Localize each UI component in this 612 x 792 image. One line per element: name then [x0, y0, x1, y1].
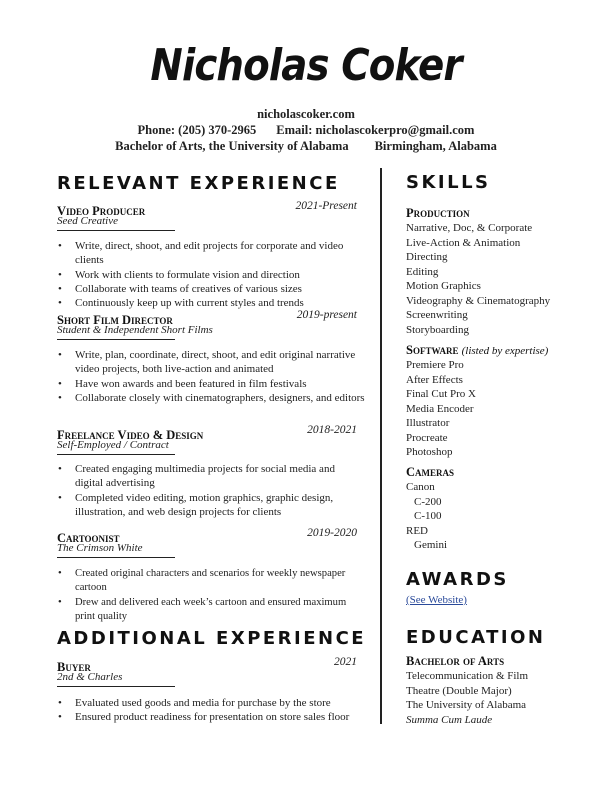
skill-item: C-200 [414, 495, 442, 508]
bullet: • Write, direct, shoot, and edit projects for corporate and video clients [58, 239, 358, 268]
job-date: 2018-2021 [307, 424, 357, 436]
skill-item: RED [406, 524, 428, 537]
bullet: • Collaborate closely with cinematographers, designers, and editors [58, 391, 368, 405]
job-entry [57, 527, 357, 558]
job-date: 2019-2020 [307, 527, 357, 539]
awards-website-link[interactable]: (See Website) [406, 594, 467, 606]
education-line: Theatre (Double Major) [406, 684, 512, 697]
cameras-list [406, 480, 447, 553]
skill-item: Storyboarding [406, 323, 469, 336]
job-bullets [58, 239, 358, 310]
skill-item: Procreate [406, 431, 448, 444]
software-heading-label: Software [406, 343, 459, 357]
job-date: 2021 [334, 656, 357, 668]
phone: Phone: (205) 370-2965 [137, 123, 257, 137]
skill-item: Videography & Cinematography [406, 294, 551, 307]
job-rule [57, 454, 175, 455]
job-title: Cartoonist [57, 531, 120, 545]
job-company: The Crimson White [57, 542, 143, 554]
bullet: • Continuously keep up with current styles and trends [58, 296, 358, 310]
awards-heading: AWARDS [406, 569, 509, 590]
bullet: • Collaborate with teams of creatives of various sizes [58, 282, 358, 296]
job-date: 2019-present [296, 309, 357, 321]
bullet: • Ensured product readiness for presentation on store sales floor [58, 710, 368, 724]
cameras-heading: Cameras [406, 465, 455, 479]
job-title: Freelance Video & Design [57, 428, 204, 442]
bullet: • Write, plan, coordinate, direct, shoot, and edit original narrative video projects, both live-action and animated [58, 348, 368, 377]
skill-item: C-100 [414, 510, 442, 522]
job-bullets [58, 348, 368, 405]
education-line: The University of Alabama [406, 699, 527, 711]
job-rule [57, 230, 175, 231]
skill-item: Gemini [414, 539, 447, 551]
skill-item: Illustrator [406, 417, 450, 429]
job-rule [57, 686, 175, 687]
job-entry [57, 309, 357, 340]
bullet: • Created original characters and scenarios for weekly newspaper cartoon [58, 567, 366, 596]
job-entry [57, 424, 357, 455]
skill-item: Editing [406, 265, 439, 278]
software-heading [406, 343, 548, 358]
job-title: Buyer [57, 660, 91, 674]
skill-item: Live-Action & Animation [406, 236, 521, 249]
email: Email: nicholascokerpro@gmail.com [276, 123, 475, 137]
skill-item: Media Encoder [406, 402, 474, 415]
education-honor: Summa Cum Laude [406, 713, 493, 726]
software-list [406, 358, 476, 460]
bullet: • Work with clients to formulate vision and direction [58, 268, 358, 282]
job-company: Seed Creative [57, 215, 118, 227]
skill-item: Final Cut Pro X [406, 388, 476, 400]
skill-item: After Effects [406, 373, 463, 386]
software-note: (listed by expertise) [461, 345, 549, 357]
bullet: • Created engaging multimedia projects for social media and digital advertising [58, 462, 358, 491]
production-heading: Production [406, 206, 470, 220]
skill-item: Canon [406, 481, 435, 493]
education-line: Telecommunication & Film [406, 670, 529, 682]
job-rule [57, 339, 175, 340]
contact-line [0, 123, 612, 138]
degree-line [0, 139, 612, 154]
website: nicholascoker.com [257, 107, 355, 121]
bullet: • Completed video editing, motion graphics, graphic design, illustration, and web design projects for clients [58, 491, 358, 520]
job-entry [57, 200, 357, 231]
skill-item: Directing [406, 251, 448, 263]
relevant-experience-heading: RELEVANT EXPERIENCE [57, 173, 340, 194]
job-bullets [58, 462, 358, 519]
job-bullets [58, 696, 368, 725]
skill-item: Photoshop [406, 446, 453, 458]
additional-experience-heading: ADDITIONAL EXPERIENCE [57, 628, 367, 649]
job-rule [57, 557, 175, 558]
production-list [406, 221, 550, 337]
location: Birmingham, Alabama [374, 139, 497, 153]
column-divider [380, 168, 382, 724]
skill-item: Narrative, Doc, & Corporate [406, 222, 533, 234]
candidate-name: Nicholas Coker [150, 40, 462, 91]
job-bullets [58, 567, 366, 624]
job-date: 2021-Present [295, 200, 357, 212]
job-entry [57, 656, 357, 687]
job-company: Self-Employed / Contract [57, 439, 169, 451]
job-company: Student & Independent Short Films [57, 324, 213, 336]
education-list [406, 669, 528, 727]
job-title: Video Producer [57, 204, 146, 218]
skills-heading: SKILLS [406, 172, 491, 193]
skill-item: Premiere Pro [406, 359, 464, 371]
degree: Bachelor of Arts, the University of Alabama [115, 139, 349, 153]
job-company: 2nd & Charles [57, 671, 123, 683]
skill-item: Motion Graphics [406, 280, 481, 292]
education-heading: EDUCATION [406, 627, 546, 648]
degree-heading: Bachelor of Arts [406, 654, 505, 668]
job-title: Short Film Director [57, 313, 173, 327]
bullet: • Evaluated used goods and media for purchase by the store [58, 696, 368, 710]
bullet: • Drew and delivered each week’s cartoon and ensured maximum print quality [58, 596, 366, 625]
bullet: • Have won awards and been featured in film festivals [58, 377, 368, 391]
skill-item: Screenwriting [406, 309, 468, 321]
